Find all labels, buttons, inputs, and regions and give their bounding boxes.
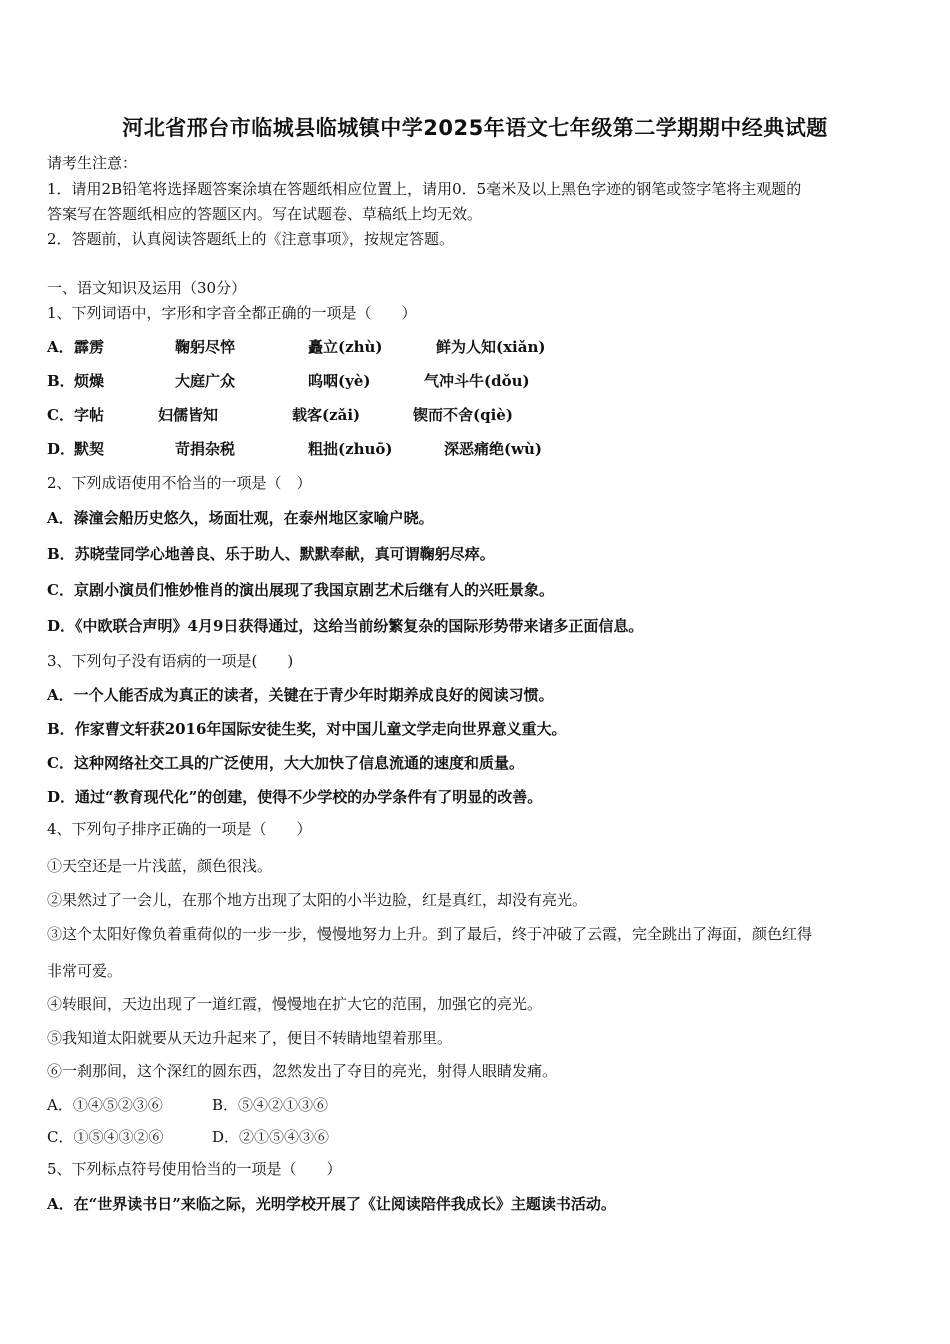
- question-2-option-a: A．溱潼会船历史悠久，场面壮观，在泰州地区家喻户晓。: [47, 509, 434, 527]
- question-3-stem: 3、下列句子没有语病的一项是( ): [47, 652, 294, 670]
- question-4-sentence-4: ④转眼间，天边出现了一道红霞，慢慢地在扩大它的范围，加强它的亮光。: [47, 995, 543, 1013]
- question-2-stem: 2、下列成语使用不恰当的一项是（ ）: [47, 474, 312, 492]
- question-4-sentence-3: ③这个太阳好像负着重荷似的一步一步，慢慢地努力上升。到了最后，终于冲破了云霞，完全跳出了海面，颜色红得: [47, 925, 813, 943]
- question-4-option-b: B．⑤④②①③⑥: [212, 1096, 329, 1114]
- notice-item-1-cont: 答案写在答题纸相应的答题区内。写在试题卷、草稿纸上均无效。: [47, 205, 483, 223]
- question-4-stem: 4、下列句子排序正确的一项是（ ）: [47, 820, 312, 838]
- question-3-option-d: D．通过“教育现代化”的创建，使得不少学校的办学条件有了明显的改善。: [47, 788, 543, 806]
- question-5-option-a: A．在“世界读书日”来临之际，光明学校开展了《让阅读陪伴我成长》主题读书活动。: [47, 1195, 616, 1213]
- question-4-option-d: D．②①⑤④③⑥: [212, 1128, 330, 1146]
- question-4-sentence-5: ⑤我知道太阳就要从天边升起来了，便目不转睛地望着那里。: [47, 1029, 453, 1047]
- question-2-option-b: B．苏晓莹同学心地善良、乐于助人、默默奉献，真可谓鞠躬尽瘁。: [47, 545, 495, 563]
- notice-item-2: 2．答题前，认真阅读答题纸上的《注意事项》，按规定答题。: [47, 230, 455, 248]
- question-4-option-c: C．①⑤④③②⑥: [47, 1128, 164, 1146]
- question-4-sentence-3-cont: 非常可爱。: [47, 962, 123, 980]
- question-3-option-c: C．这种网络社交工具的广泛使用，大大加快了信息流通的速度和质量。: [47, 754, 524, 772]
- question-2-option-c: C．京剧小演员们惟妙惟肖的演出展现了我国京剧艺术后继有人的兴旺景象。: [47, 581, 554, 599]
- question-4-option-a: A．①④⑤②③⑥: [47, 1096, 163, 1114]
- page-title: 河北省邢台市临城县临城镇中学2025年语文七年级第二学期期中经典试题: [122, 116, 828, 140]
- question-2-option-d: D．《中欧联合声明》4月9日获得通过，这给当前纷繁复杂的国际形势带来诸多正面信息。: [47, 617, 644, 635]
- question-3-option-b: B．作家曹文轩获2016年国际安徒生奖，对中国儿童文学走向世界意义重大。: [47, 720, 567, 738]
- exam-page: 河北省邢台市临城县临城镇中学2025年语文七年级第二学期期中经典试题 请考生注意： 1．请用2B铅笔将选择题答案涂填在答题纸相应位置上，请用0．5毫米及以上黑色字迹的钢笔或签字笔将主观题的 答案写在答题纸相应的答题区内。写在试题卷、草稿纸上均无效。 2．答题前，认真阅读答题纸上的《注意事项》，按规定答题。 一、语文知识及运用（30分） 1、下列词语中，字形和字音全都正确的一项是（ ） A． 霹雳 鞠躬尽悴 矗立(zhù) 鲜为人知(xiǎn) B． 烦燥 大庭广众 呜咽(yè) 气冲斗牛(dǒu) C． 字帖 妇儒皆知 载客(zǎi) 锲而不舍(qiè) D． 默契 苛捐杂税 粗拙(zhuō) 深恶痛绝(wù) 2、下列成语使用不恰当的一项是（ ） A．溱潼会船历史悠久，场面壮观，在泰州地区家喻户晓。 B．苏晓莹同学心地善良、乐于助人、默默奉献，真可谓鞠躬尽瘁。 C．京剧小演员们惟妙惟肖的演出展现了我国京剧艺术后继有人的兴旺景象。 D．《中欧联合声明》4月9日获得通过，这给当前纷繁复杂的国际形势带来诸多正面信息。 3、下列句子没有语病的一项是( ) A．一个人能否成为真正的读者，关键在于青少年时期养成良好的阅读习惯。 B．作家曹文轩获2016年国际安徒生奖，对中国儿童文学走向世界意义重大。 C．这种网络社交工具的广泛使用，大大加快了信息流通的速度和质量。 D．通过“教育现代化”的创建，使得不少学校的办学条件有了明显的改善。 4、下列句子排序正确的一项是（ ） ①天空还是一片浅蓝，颜色很浅。 ②果然过了一会儿，在那个地方出现了太阳的小半边脸，红是真红，却没有亮光。 ③这个太阳好像负着重荷似的一步一步，慢慢地努力上升。到了最后，终于冲破了云霞，完全跳出了海面，颜色红得 非常可爱。 ④转眼间，天边出现了一道红霞，慢慢地在扩大它的范围，加强它的亮光。 ⑤我知道太阳就要从天边升起来了，便目不转睛地望着那里。 ⑥一刹那间，这个深红的圆东西，忽然发出了夺目的亮光，射得人眼睛发痛。 A．①④⑤②③⑥ B．⑤④②①③⑥ C．①⑤④③②⑥ D．②①⑤④③⑥ 5、下列标点符号使用恰当的一项是（ ） A．在“世界读书日”来临之际，光明学校开展了《让阅读陪伴我成长》主题读书活动。: [0, 0, 950, 1344]
- question-5-stem: 5、下列标点符号使用恰当的一项是（ ）: [47, 1160, 342, 1178]
- question-1-stem: 1、下列词语中，字形和字音全都正确的一项是（ ）: [47, 304, 417, 322]
- notice-item-1: 1．请用2B铅笔将选择题答案涂填在答题纸相应位置上，请用0．5毫米及以上黑色字迹的钢笔或签字笔将主观题的: [47, 180, 802, 198]
- notice-heading: 请考生注意：: [47, 154, 138, 172]
- question-4-sentence-2: ②果然过了一会儿，在那个地方出现了太阳的小半边脸，红是真红，却没有亮光。: [47, 891, 588, 909]
- section-heading: 一、语文知识及运用（30分）: [47, 279, 247, 297]
- question-3-option-a: A．一个人能否成为真正的读者，关键在于青少年时期养成良好的阅读习惯。: [47, 686, 554, 704]
- question-4-sentence-6: ⑥一刹那间，这个深红的圆东西，忽然发出了夺目的亮光，射得人眼睛发痛。: [47, 1062, 558, 1080]
- question-4-sentence-1: ①天空还是一片浅蓝，颜色很浅。: [47, 857, 273, 875]
